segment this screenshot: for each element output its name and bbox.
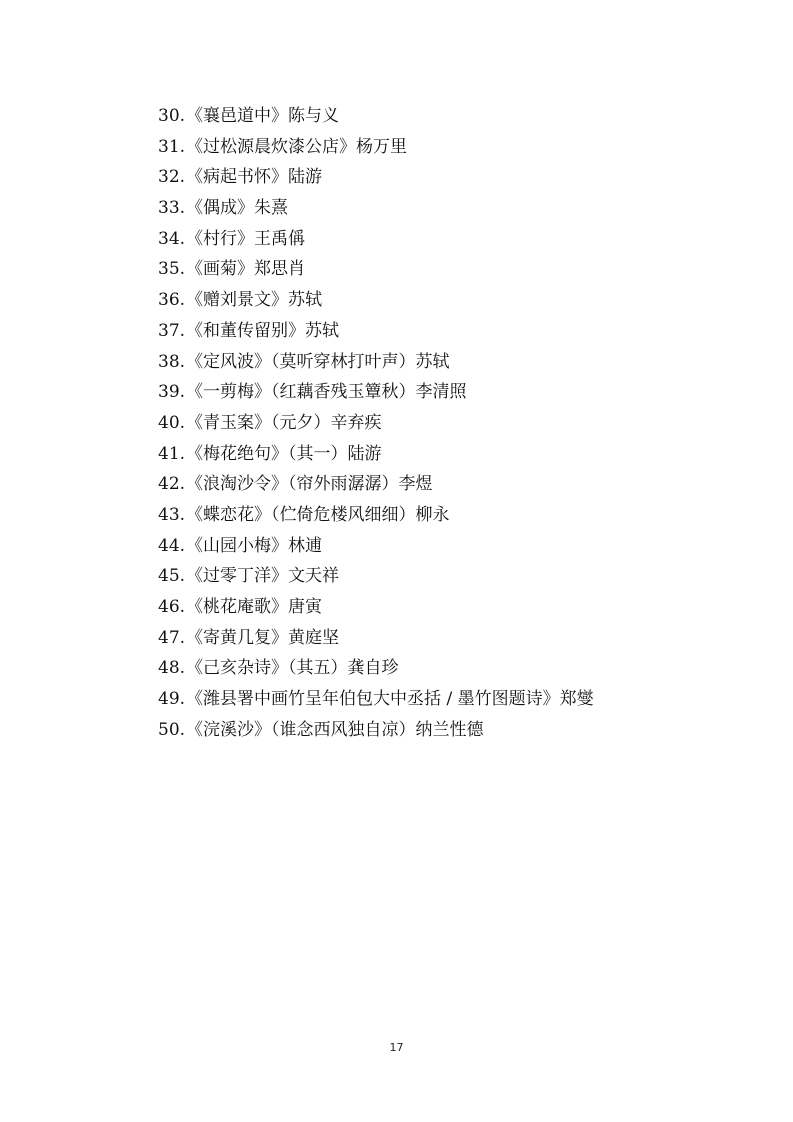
item-number: 30. (158, 106, 186, 126)
item-number: 50. (158, 719, 186, 740)
list-item (158, 561, 594, 592)
item-text: 《山园小梅》林逋 (186, 535, 323, 556)
item-text: 《浪淘沙令》（帘外雨潺潺）李煜 (186, 474, 433, 495)
item-text: 《偶成》朱熹 (186, 198, 289, 219)
page-number: 17 (389, 1041, 404, 1054)
item-text: 《过零丁洋》文天祥 (186, 566, 340, 587)
item-number: 37. (158, 320, 186, 341)
list-item (158, 408, 594, 439)
list-item (158, 224, 594, 255)
list-item (158, 132, 594, 163)
item-text: 《定风波》（莫听穿林打叶声）苏轼 (186, 351, 450, 372)
list-item (158, 715, 594, 746)
poem-list (158, 101, 594, 745)
list-item (158, 439, 594, 470)
list-item (158, 377, 594, 408)
item-number: 41. (158, 443, 186, 464)
item-number: 48. (158, 658, 186, 679)
item-text: 《梅花绝句》（其一）陆游 (186, 443, 382, 464)
item-text: 《青玉案》（元夕）辛弃疾 (186, 412, 382, 433)
list-item (158, 193, 594, 224)
item-number: 46. (158, 597, 186, 617)
item-text: 《和董传留别》苏轼 (186, 320, 340, 341)
item-text: 《病起书怀》陆游 (186, 167, 323, 188)
item-text: 《一剪梅》（红藕香残玉簟秋）李清照 (186, 382, 467, 403)
item-number: 45. (158, 566, 186, 587)
list-item (158, 592, 594, 623)
item-number: 40. (158, 412, 186, 433)
item-text: 《过松源晨炊漆公店》杨万里 (186, 136, 408, 157)
list-item (158, 254, 594, 285)
item-number: 47. (158, 627, 186, 648)
item-text: 《桃花庵歌》唐寅 (186, 597, 323, 617)
item-number: 39. (158, 382, 186, 403)
item-number: 34. (158, 228, 186, 249)
item-text: 《蝶恋花》（伫倚危楼风细细）柳永 (186, 504, 450, 525)
item-number: 38. (158, 351, 186, 372)
item-number: 35. (158, 259, 186, 280)
list-item (158, 623, 594, 654)
list-item (158, 469, 594, 500)
item-text: 《村行》王禹偁 (186, 228, 306, 249)
list-item (158, 653, 594, 684)
list-item (158, 347, 594, 378)
item-number: 32. (158, 167, 186, 188)
item-text: 《潍县署中画竹呈年伯包大中丞括 / 墨竹图题诗》郑燮 (186, 689, 594, 710)
item-number: 33. (158, 198, 186, 219)
item-number: 31. (158, 136, 186, 157)
item-text: 《寄黄几复》黄庭坚 (186, 627, 340, 648)
item-text: 《己亥杂诗》（其五）龚自珍 (186, 658, 399, 679)
item-number: 42. (158, 474, 186, 495)
item-number: 36. (158, 290, 186, 311)
item-text: 《襄邑道中》陈与义 (186, 106, 340, 126)
list-item (158, 162, 594, 193)
list-item (158, 684, 594, 715)
item-number: 49. (158, 689, 186, 710)
list-item (158, 316, 594, 347)
list-item (158, 285, 594, 316)
list-item (158, 500, 594, 531)
item-text: 《浣溪沙》（谁念西风独自凉）纳兰性德 (186, 719, 484, 740)
item-text: 《画菊》郑思肖 (186, 259, 306, 280)
item-text: 《赠刘景文》苏轼 (186, 290, 323, 311)
item-number: 44. (158, 535, 186, 556)
item-number: 43. (158, 504, 186, 525)
list-item (158, 101, 594, 132)
list-item (158, 531, 594, 562)
